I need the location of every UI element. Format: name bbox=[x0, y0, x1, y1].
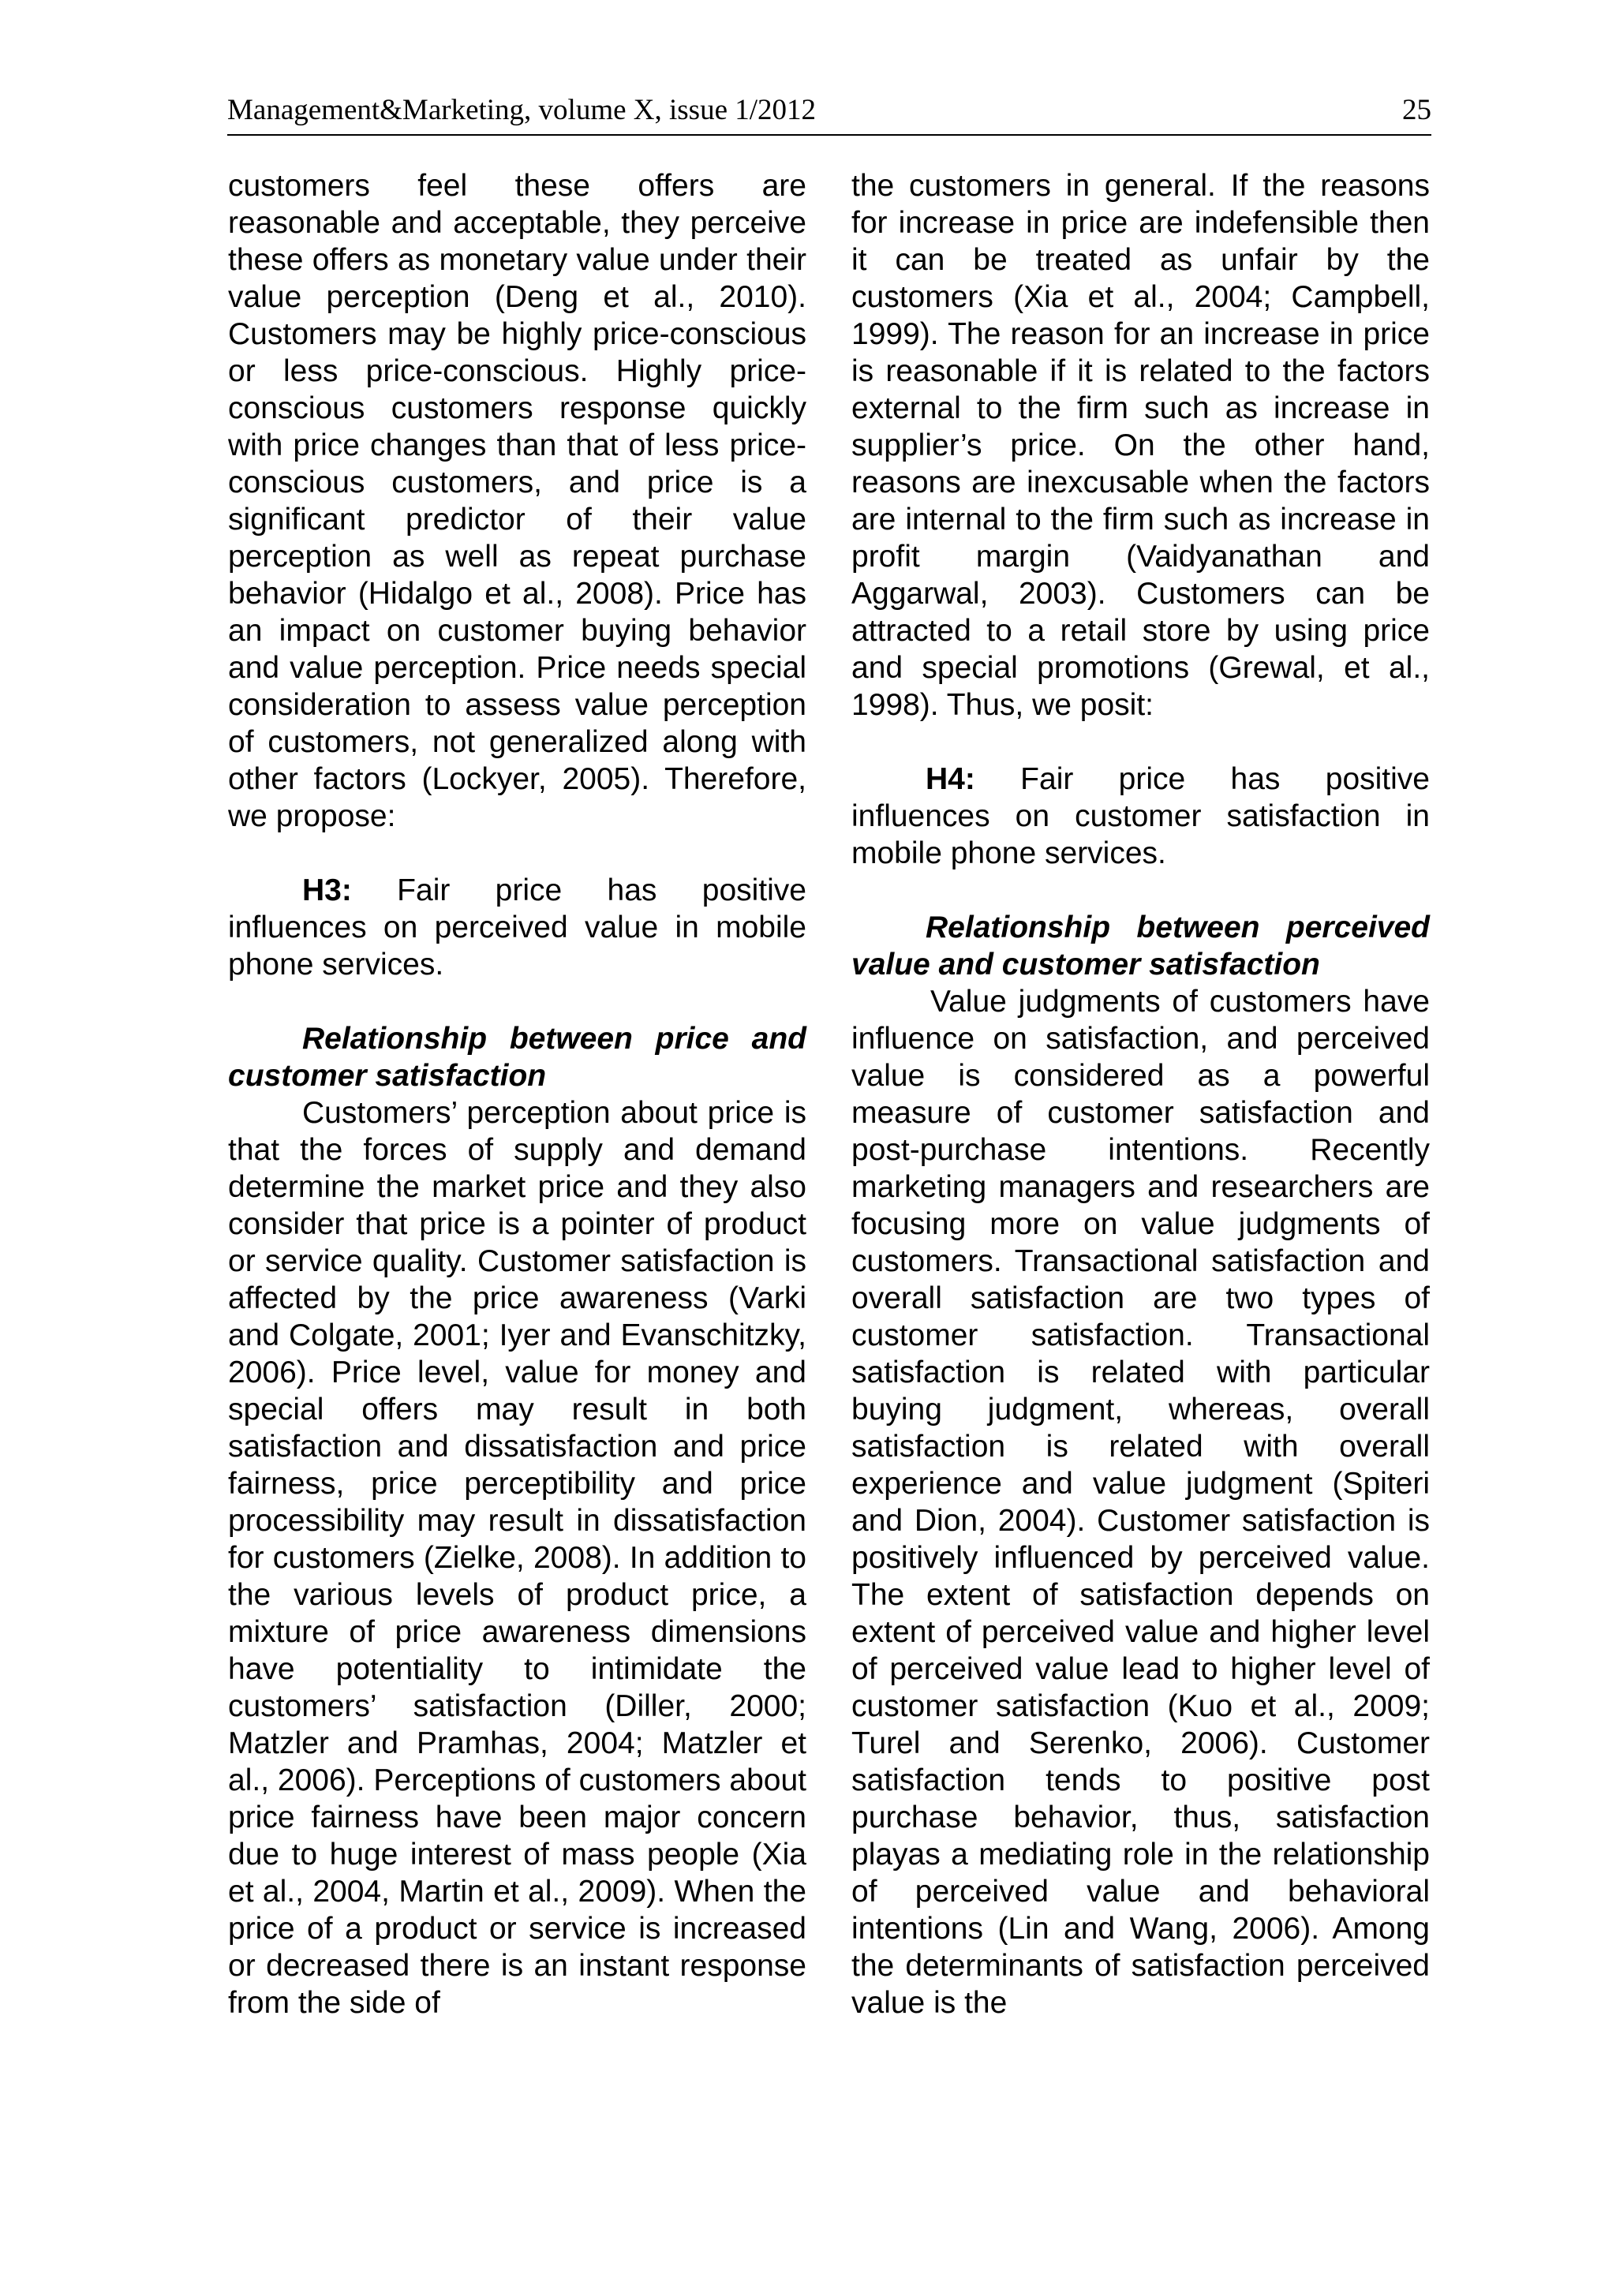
journal-title: Management&Marketing, volume X, issue 1/2012 bbox=[227, 94, 817, 126]
hypothesis-h4-text: Fair price has positive influences on customer satisfaction in mobile phone services. bbox=[851, 762, 1430, 870]
left-paragraph-2: Customers’ perception about price is that the forces of supply and demand determine the market price and they also consider that price is a pointer of product or service quality. Customer satisfaction is affected by the price awareness (Varki and Colgate, 2001; Iyer and Evanschitzky, 2006). Price level, value for money and special offers may result in both satisfaction and dissatisfaction and price fairness, price perceptibility and price processibility may result in dissatisfaction for customers (Zielke, 2008). In addition to the various levels of product price, a mixture of price awareness dimensions have potentiality to intimidate the customers’ satisfaction (Diller, 2000; Matzler and Pramhas, 2004; Matzler et al., 2006). Perceptions of customers about price fairness have been major concern due to huge interest of mass people (Xia et al., 2004, Martin et al., 2009). When the price of a product or service is increased or decreased there is an instant response from the side of bbox=[228, 1096, 806, 2020]
running-head bbox=[227, 88, 1431, 133]
paragraph-gap bbox=[228, 835, 806, 872]
left-column bbox=[228, 167, 806, 2021]
paragraph-gap bbox=[851, 724, 1430, 761]
paragraph-gap bbox=[851, 872, 1430, 909]
right-column bbox=[851, 167, 1430, 2021]
hypothesis-h4-label: H4: bbox=[926, 762, 975, 796]
hypothesis-h3 bbox=[228, 872, 806, 983]
hypothesis-h4 bbox=[851, 761, 1430, 872]
hypothesis-h3-label: H3: bbox=[302, 873, 352, 907]
right-paragraph-1: the customers in general. If the reasons for increase in price are indefensible then it can be treated as unfair by the customers (Xia et al., 2004; Campbell, 1999). The reason for an increase in price is reasonable if it is related to the factors external to the firm such as increase in supplier’s price. On the other hand, reasons are inexcusable when the factors are internal to the firm such as increase in profit margin (Vaidyanathan and Aggarwal, 2003). Customers can be attracted to a retail store by using price and special promotions (Grewal, et al., 1998). Thus, we posit: bbox=[851, 169, 1430, 722]
left-paragraph-1: customers feel these offers are reasonable and acceptable, they perceive these offers as monetary value under their value perception (Deng et al., 2010). Customers may be highly price-conscious or less price-conscious. Highly price-conscious customers response quickly with price changes than that of less price-conscious customers, and price is a significant predictor of their value perception as well as repeat purchase behavior (Hidalgo et al., 2008). Price has an impact on customer buying behavior and value perception. Price needs special consideration to assess value perception of customers, not generalized along with other factors (Lockyer, 2005). Therefore, we propose: bbox=[228, 169, 806, 833]
page-number: 25 bbox=[1402, 94, 1431, 126]
section-heading-value-satisfaction: Relationship between perceived value and customer satisfaction bbox=[851, 911, 1430, 982]
section-heading-price-satisfaction: Relationship between price and customer satisfaction bbox=[228, 1022, 806, 1093]
header-rule bbox=[227, 134, 1431, 136]
paragraph-gap bbox=[228, 983, 806, 1020]
right-paragraph-2: Value judgments of customers have influence on satisfaction, and perceived value is considered as a powerful measure of customer satisfaction and post-purchase intentions. Recently marketing managers and researchers are focusing more on value judgments of customers. Transactional satisfaction and overall satisfaction are two types of customer satisfaction. Transactional satisfaction is related with particular buying judgment, whereas, overall satisfaction is related with overall experience and value judgment (Spiteri and Dion, 2004). Customer satisfaction is positively influenced by perceived value. The extent of satisfaction depends on extent of perceived value and higher level of perceived value lead to higher level of customer satisfaction (Kuo et al., 2009; Turel and Serenko, 2006). Customer satisfaction tends to positive post purchase behavior, thus, satisfaction playas a mediating role in the relationship of perceived value and behavioral intentions (Lin and Wang, 2006). Among the determinants of satisfaction perceived value is the bbox=[851, 985, 1430, 2020]
hypothesis-h3-text: Fair price has positive influences on perceived value in mobile phone services. bbox=[228, 873, 806, 982]
